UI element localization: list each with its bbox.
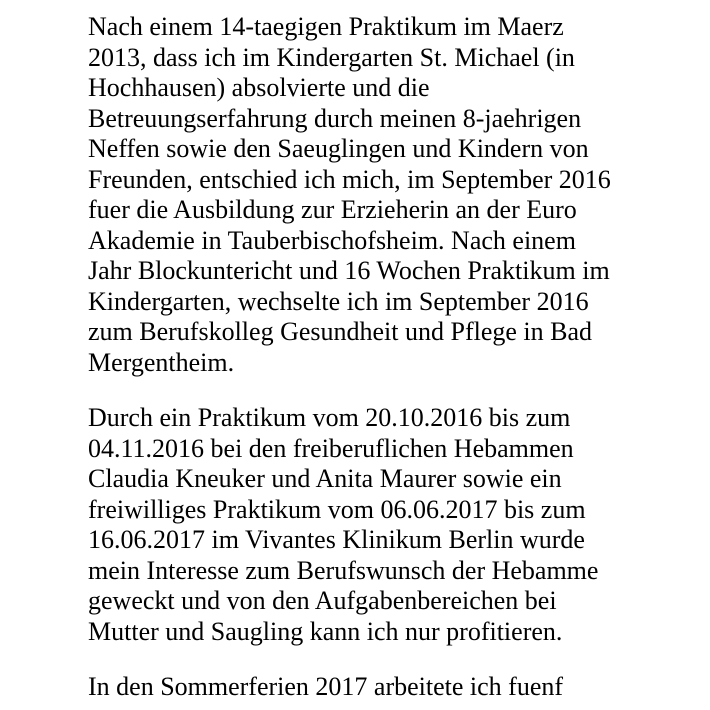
text-line: Betreuungserfahrung durch meinen 8-jaehrigen [88, 103, 582, 133]
text-line: Mutter und Saugling kann ich nur profitieren. [88, 616, 563, 646]
text-line: zum Berufskolleg Gesundheit und Pflege in Bad [88, 317, 593, 346]
text-line: Durch ein Praktikum vom 20.10.2016 bis zum [88, 403, 571, 432]
document-body [88, 12, 663, 703]
text-line: Kindergarten, wechselte ich im September 2016 [88, 286, 589, 316]
text-line: geweckt und von den Aufgabenbereichen bei [88, 586, 557, 615]
text-line: 16.06.2017 im Vivantes Klinikum Berlin wurde [88, 525, 585, 554]
text-line: mein Interesse zum Berufswunsch der Hebamme [88, 555, 599, 585]
text-line: Akademie in Tauberbischofsheim. Nach einem [88, 225, 576, 255]
text-line: Neffen sowie den Saeuglingen und Kindern von [88, 134, 589, 163]
paragraph [88, 12, 663, 378]
text-line: Mergentheim. [88, 347, 235, 377]
text-line: 04.11.2016 bei den freiberuflichen Hebammen [88, 433, 574, 463]
text-line: 2013, dass ich im Kindergarten St. Michael (in [88, 42, 575, 72]
paragraph [88, 403, 663, 647]
text-line: Nach einem 14-taegigen Praktikum im Maerz [88, 12, 564, 41]
text-line: Claudia Kneuker und Anita Maurer sowie ein [88, 464, 562, 493]
paragraph [88, 672, 663, 703]
text-line: Jahr Blockuntericht und 16 Wochen Praktikum im [88, 256, 610, 285]
text-line: fuer die Ausbildung zur Erzieherin an der Euro [88, 195, 577, 224]
text-line: freiwilliges Praktikum vom 06.06.2017 bis zum [88, 494, 586, 524]
text-line: In den Sommerferien 2017 arbeitete ich fuenf [88, 672, 564, 701]
text-line: Freunden, entschied ich mich, im September 2016 [88, 164, 611, 194]
text-line: Hochhausen) absolvierte und die [88, 73, 430, 102]
